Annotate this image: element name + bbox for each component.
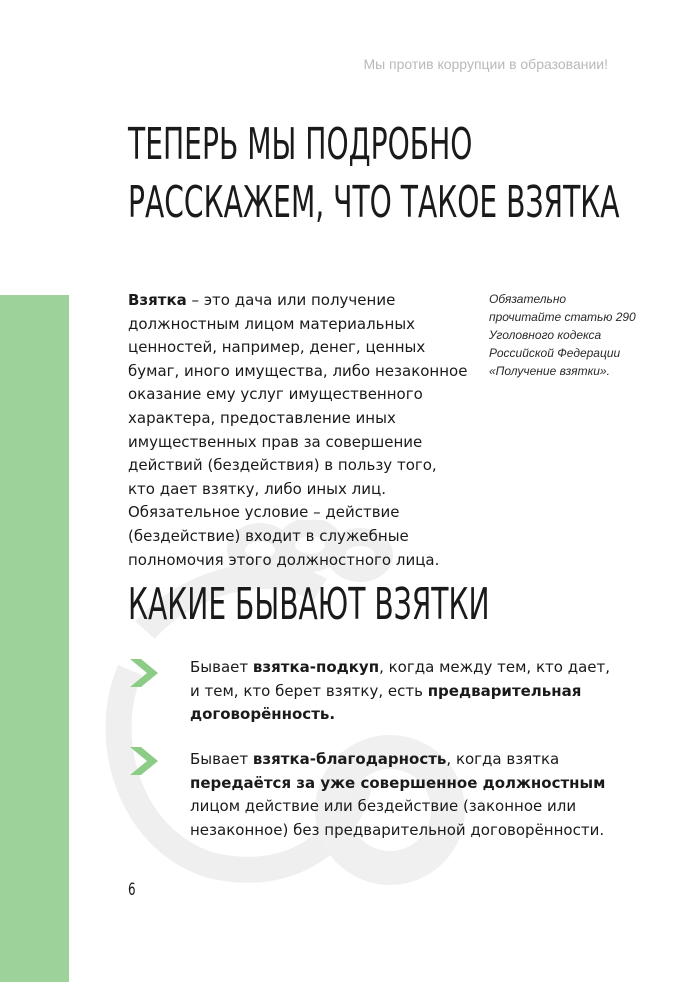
bribe-type-item: [190, 748, 610, 842]
item-emphasis: взятка-подкуп: [252, 658, 380, 676]
item-emphasis: взятка-благодарность: [252, 750, 447, 768]
item-text-part: , когда взятка: [446, 750, 560, 768]
chevron-right-icon: [128, 744, 162, 778]
title-line-1: ТЕПЕРЬ МЫ ПОДРОБНО: [128, 119, 473, 170]
legal-sidenote: Обязательно прочитайте статью 290 Уголовного кодекса Российской Федерации «Получение взятки».: [489, 292, 636, 378]
item-text-part: лицом действие или бездействие (законное или незаконное) без предварительной договорённости.: [190, 797, 605, 839]
page-number: 6: [128, 880, 136, 900]
running-header: Мы против коррупции в образовании!: [363, 56, 608, 72]
item-text-part: Бывает: [190, 658, 253, 676]
item-emphasis: предварительная договорённость.: [190, 681, 582, 723]
title-line-2: РАССКАЖЕМ, ЧТО ТАКОЕ ВЗЯТКА: [128, 177, 620, 228]
bribe-definition: [128, 289, 468, 572]
item-emphasis: передаётся за уже совершенное должностным: [190, 773, 606, 792]
definition-text: – это дача или получение должностным лицом материальных ценностей, например, денег, ценных бумаг, иного имущества, либо незаконное оказание ему услуг имущественного характера, предоставление иных имущественных прав за совершение действий (бездействия) в пользу того, кто дает взятку, либо иных лиц. Обязательное условие – действие (бездействие) входит в служебные полномочия этого должностного лица.: [128, 291, 468, 569]
chevron-right-icon: [128, 656, 162, 690]
item-text-part: , когда между тем, кто дает, и тем, кто берет взятку, есть: [190, 658, 610, 700]
section-title-bribe-types: КАКИЕ БЫВАЮТ ВЗЯТКИ: [128, 579, 490, 630]
item-text-part: Бывает: [190, 750, 253, 768]
definition-term: Взятка: [128, 291, 187, 309]
accent-sidebar-bar: [0, 295, 69, 982]
section-title-what-is-bribe: [128, 116, 620, 232]
bribe-type-item: [190, 656, 610, 727]
